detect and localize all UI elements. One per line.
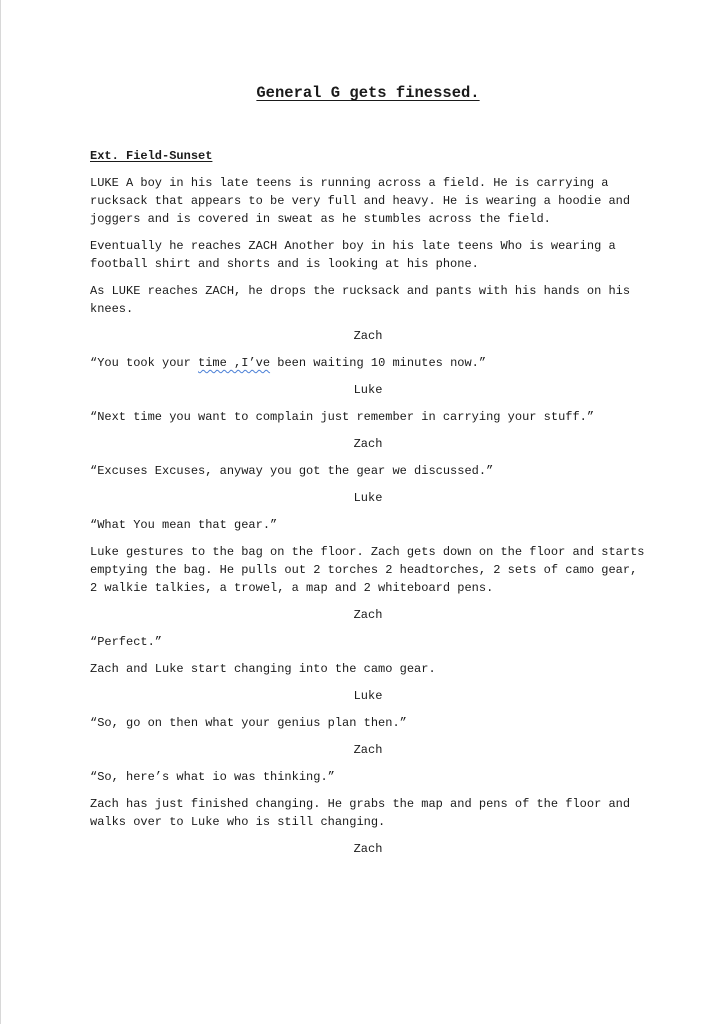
character-name: Zach xyxy=(353,608,383,622)
character-name: Luke xyxy=(353,689,383,703)
dialogue-line: “What You mean that gear.” xyxy=(90,518,278,532)
action-paragraph: Eventually he reaches ZACH Another boy in his late teens Who is wearing a football shirt and shorts and is looking at his phone. xyxy=(90,239,616,271)
dialogue-line: “Next time you want to complain just remember in carrying your stuff.” xyxy=(90,410,595,424)
dialogue-text: been waiting 10 minutes now.” xyxy=(270,356,487,370)
dialogue-line: “So, go on then what your genius plan then.” xyxy=(90,716,407,730)
character-name: Zach xyxy=(353,437,383,451)
document-title xyxy=(90,82,646,104)
character-name: Zach xyxy=(353,329,383,343)
dialogue-line: “So, here’s what io was thinking.” xyxy=(90,770,335,784)
character-name: Luke xyxy=(353,491,383,505)
dialogue-line xyxy=(90,354,646,372)
action-paragraph: Zach has just finished changing. He grabs the map and pens of the floor and walks over to Luke who is still changing. xyxy=(90,797,631,829)
action-paragraph: LUKE A boy in his late teens is running across a field. He is carrying a rucksack that appears to be very full and heavy. He is wearing a hoodie and joggers and is covered in sweat as he stumbles across the field. xyxy=(90,176,631,226)
dialogue-line: “Perfect.” xyxy=(90,635,163,649)
script-blocks xyxy=(90,174,646,858)
character-name: Zach xyxy=(353,842,383,856)
document-title-text: General G gets finessed. xyxy=(256,84,480,102)
dialogue-text: “You took your xyxy=(90,356,199,370)
dialogue-line: “Excuses Excuses, anyway you got the gear we discussed.” xyxy=(90,464,494,478)
character-name: Luke xyxy=(353,383,383,397)
scene-heading: Ext. Field-Sunset xyxy=(90,149,213,163)
action-paragraph: Zach and Luke start changing into the camo gear. xyxy=(90,662,436,676)
action-paragraph: Luke gestures to the bag on the floor. Zach gets down on the floor and starts emptying the bag. He pulls out 2 torches 2 headtorches, 2 sets of camo gear, 2 walkie talkies, a trowel, a map and 2 whiteboard pens. xyxy=(90,545,645,595)
action-paragraph: As LUKE reaches ZACH, he drops the rucksack and pants with his hands on his knees. xyxy=(90,284,631,316)
script-body xyxy=(90,82,646,867)
character-name: Zach xyxy=(353,743,383,757)
spellcheck-flagged-text[interactable]: time ,I’ve xyxy=(198,356,271,370)
